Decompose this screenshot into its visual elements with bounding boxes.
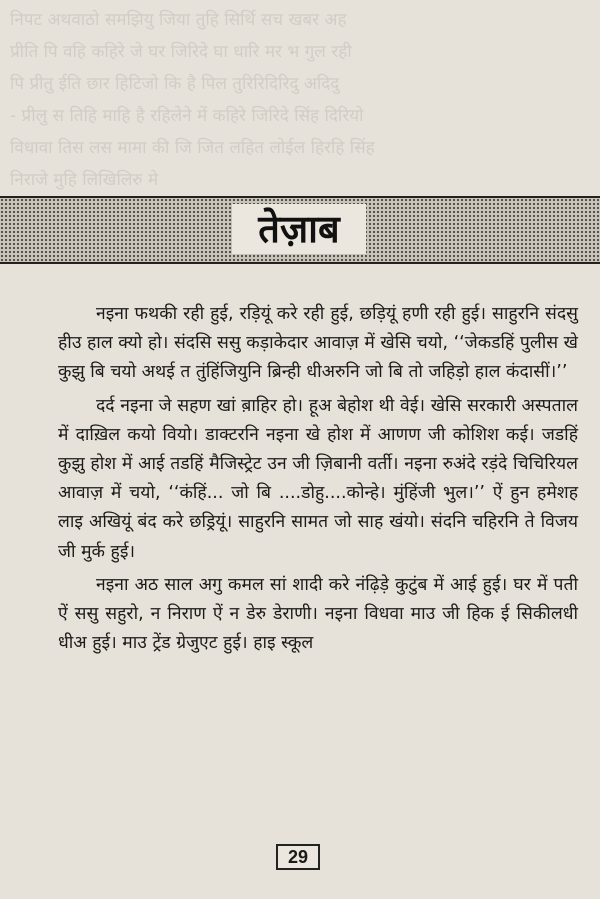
bleed-line: प्रीति पि वहि कहिरे जे घर जिरिदे घा धारि मर भ गुल रही: [10, 42, 352, 62]
bleed-through-text: [10, 4, 590, 194]
bleed-line: विधावा तिस लस मामा की जि जित लहित लोईल हिरहि सिंह: [10, 138, 375, 158]
bleed-line: निराजे मुहि लिखिलिरु मे: [10, 170, 159, 190]
bleed-line: पि प्रीतु ईति छार हिटिजो कि है पिल तुरिरिदिरिदु अदिदु: [10, 74, 340, 94]
bleed-line: निपट अथवाठो समझियु जिया तुहि सिर्थि सच खबर अह: [10, 10, 347, 30]
chapter-title-box: [232, 204, 366, 254]
paragraph: दर्द नइना जे सहण खां ब़ाहिर हो। हूअ बेहोश थी वेई। खेसि सरकारी अस्पताल में दाख़िल कयो वियो। डाक्टरनि नइना खे होश में आणण जी कोशिश कई। जडहिं कुझु होश में आई तडहिं मैजिस्ट्रेट उन जी ज़िबानी वर्ती। नइना रुअंदे रड़ंदे चिचिरियल आवाज़ में चयो, ‘‘कंहिं... जो बि ....डोहु....कोन्हे। मुंहिंजी भुल।’’ ऐं हुन हमेशह लाइ अखियूं बंद करे छड्रियूं। साहुरनि सामत जो साह खंयो। संदनि चहिरनि ते विजय जी मुर्क हुई।: [58, 395, 578, 562]
chapter-title-band: [0, 196, 600, 264]
paragraph: नइना फथकी रही हुई, रड़ियूं करे रही हुई, छड़ियूं हणी रही हुई। साहुरनि संदसु हीउ हाल क्यो हो। संदसि ससु कड़ाकेदार आवाज़ में खेसि चयो, ‘‘जेकडहिं पुलीस खे कुझु बि चयो अथई त तुंहिंजियुनि ब्रिन्ही धीअरुनि जो बि तो जहिड़ो हाल कंदासीं।’’: [58, 304, 578, 383]
paragraph: नइना अठ साल अगु कमल सां शादी करे नंढ़िड़े कुटुंब में आई हुई। घर में पती ऐं ससु सहुरो, न निराण ऐं न डेरु डेराणी। नइना विधवा माउ जी हिक ई सिकीलधी धीअ हुई। माउ ट्रेंड ग्रेजुएट हुई। हाइ स्कूल: [58, 574, 578, 654]
body-text: [58, 300, 578, 662]
page-number: 29: [276, 844, 320, 870]
chapter-title: तेज़ाब: [258, 207, 340, 251]
bleed-line: - प्रीलु स तिहि माहि है रहिलेने में कहिरे जिरिदे सिंह दिरियो: [10, 106, 364, 126]
